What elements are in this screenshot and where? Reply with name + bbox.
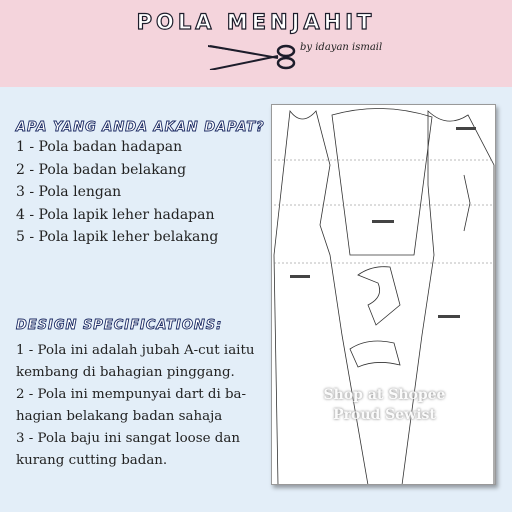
spec-line: kurang cutting badan. xyxy=(16,453,168,468)
included-patterns-list xyxy=(16,136,218,249)
list-item: 3 - Pola lengan xyxy=(16,184,122,200)
watermark-text: Proud Sewist xyxy=(333,407,436,423)
list-item: 1 - Pola badan hadapan xyxy=(16,139,183,155)
spec-line: 1 - Pola ini adalah jubah A-cut iaitu xyxy=(16,343,255,358)
brand-title: POLA MENJAHIT xyxy=(136,10,376,34)
spec-line: 3 - Pola baju ini sangat loose dan xyxy=(16,431,240,446)
brand-byline: by idayan ismail xyxy=(300,42,383,53)
header-banner xyxy=(0,0,512,87)
watermark-text: Shop at Shopee xyxy=(323,387,446,403)
section-specs-heading: DESIGN SPECIFICATIONS: xyxy=(16,318,223,333)
scissors-icon xyxy=(208,44,300,70)
section-get-heading: APA YANG ANDA AKAN DAPAT? xyxy=(16,120,265,135)
list-item: 2 - Pola badan belakang xyxy=(16,161,187,178)
list-item: 4 - Pola lapik leher hadapan xyxy=(16,206,215,223)
pattern-pieces-drawing xyxy=(272,105,496,485)
design-specifications xyxy=(16,340,266,472)
list-item: 5 - Pola lapik leher belakang xyxy=(16,229,219,245)
spec-line: hagian belakang badan sahaja xyxy=(16,409,223,424)
pattern-sheet-image xyxy=(271,104,496,485)
spec-line: kembang di bahagian pinggang. xyxy=(16,365,235,380)
spec-line: 2 - Pola ini mempunyai dart di ba- xyxy=(16,387,247,402)
